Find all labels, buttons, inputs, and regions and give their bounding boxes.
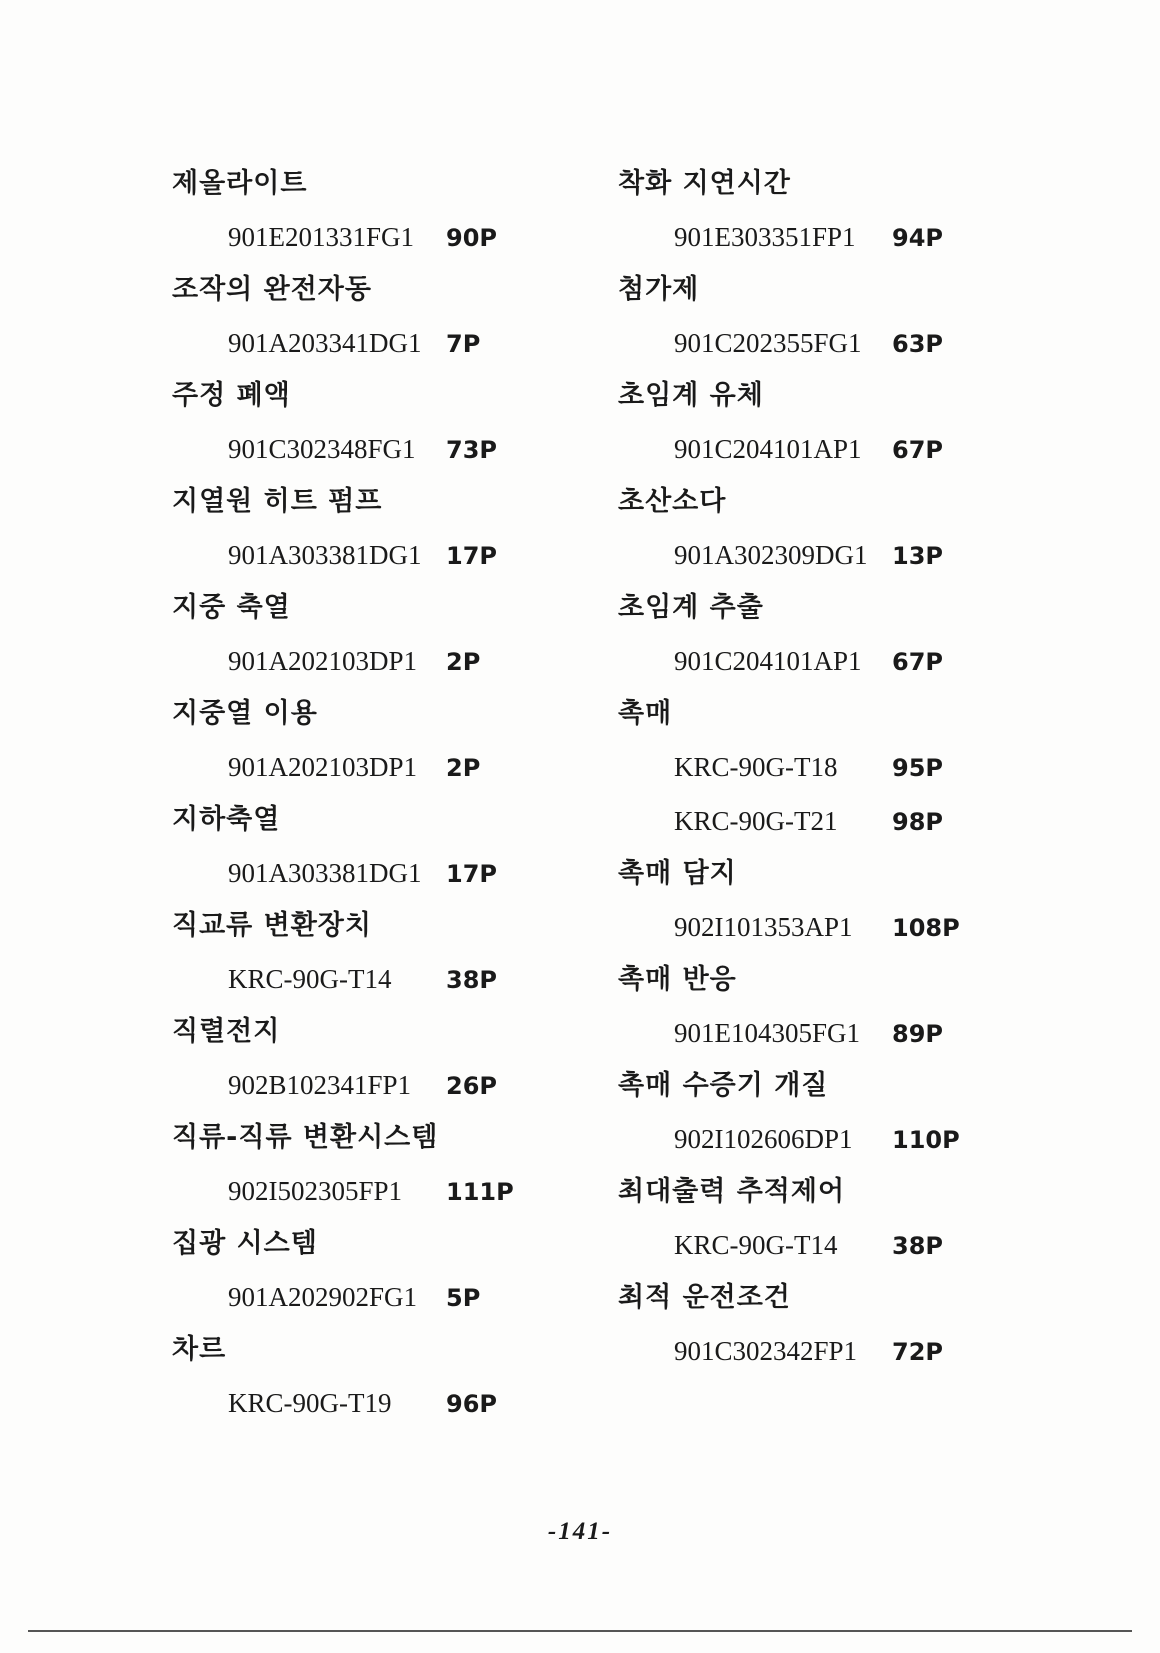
index-entry bbox=[172, 582, 514, 688]
index-entry bbox=[618, 370, 960, 476]
index-reference bbox=[172, 1270, 514, 1324]
index-entry bbox=[618, 1060, 960, 1166]
page-reference: 17P bbox=[446, 542, 497, 570]
index-entry bbox=[618, 1166, 960, 1272]
report-code: 902I102606DP1 bbox=[674, 1124, 853, 1154]
page-reference: 5P bbox=[446, 1284, 481, 1312]
report-code: 901C204101AP1 bbox=[674, 434, 862, 464]
index-entry bbox=[618, 848, 960, 954]
index-entry bbox=[172, 900, 514, 1006]
index-entry bbox=[618, 688, 960, 848]
index-term: 촉매 bbox=[618, 698, 673, 729]
report-code: 901A202103DP1 bbox=[228, 752, 418, 782]
page-reference: 89P bbox=[892, 1020, 943, 1048]
index-reference bbox=[618, 316, 960, 370]
index-reference bbox=[172, 1058, 514, 1112]
index-reference bbox=[172, 634, 514, 688]
report-code: 901A303381DG1 bbox=[228, 858, 422, 888]
index-term: 지하축열 bbox=[172, 804, 281, 835]
page-reference: 63P bbox=[892, 330, 943, 358]
report-code: 902I101353AP1 bbox=[674, 912, 853, 942]
page-reference: 95P bbox=[892, 754, 943, 782]
page-reference: 96P bbox=[446, 1390, 497, 1418]
index-reference bbox=[618, 528, 960, 582]
page-reference: 7P bbox=[446, 330, 481, 358]
index-term: 조작의 완전자동 bbox=[172, 274, 372, 305]
index-entry bbox=[172, 1218, 514, 1324]
index-entry bbox=[172, 688, 514, 794]
index-entry bbox=[618, 158, 960, 264]
index-term: 집광 시스템 bbox=[172, 1228, 318, 1259]
page-reference: 67P bbox=[892, 648, 943, 676]
index-term: 촉매 담지 bbox=[618, 858, 737, 889]
page-reference: 73P bbox=[446, 436, 497, 464]
index-entry bbox=[618, 476, 960, 582]
index-reference bbox=[172, 422, 514, 476]
index-entry bbox=[618, 582, 960, 688]
report-code: KRC-90G-T14 bbox=[228, 964, 392, 994]
index-reference bbox=[172, 846, 514, 900]
index-entry bbox=[172, 794, 514, 900]
index-term: 촉매 반응 bbox=[618, 964, 737, 995]
index-term: 촉매 수증기 개질 bbox=[618, 1070, 829, 1101]
page-reference: 17P bbox=[446, 860, 497, 888]
index-reference bbox=[618, 634, 960, 688]
report-code: 902I502305FP1 bbox=[228, 1176, 403, 1206]
page-reference: 38P bbox=[446, 966, 497, 994]
index-entry bbox=[172, 1324, 514, 1430]
report-code: 901A202103DP1 bbox=[228, 646, 418, 676]
index-reference bbox=[618, 1112, 960, 1166]
index-entry bbox=[618, 1272, 960, 1378]
report-code: 901C302342FP1 bbox=[674, 1336, 858, 1366]
page-reference: 26P bbox=[446, 1072, 497, 1100]
index-reference bbox=[618, 1218, 960, 1272]
index-term: 제올라이트 bbox=[172, 168, 308, 199]
report-code: KRC-90G-T14 bbox=[674, 1230, 838, 1260]
index-term: 지중열 이용 bbox=[172, 698, 318, 729]
index-reference bbox=[172, 316, 514, 370]
index-entry bbox=[172, 1006, 514, 1112]
report-code: 901E104305FG1 bbox=[674, 1018, 861, 1048]
index-reference bbox=[172, 952, 514, 1006]
report-code: 901E303351FP1 bbox=[674, 222, 856, 252]
index-entry bbox=[172, 476, 514, 582]
index-entry bbox=[172, 1112, 514, 1218]
index-term: 차르 bbox=[172, 1334, 227, 1365]
bottom-rule bbox=[28, 1630, 1132, 1632]
index-term: 직렬전지 bbox=[172, 1016, 281, 1047]
index-reference bbox=[172, 1164, 514, 1218]
report-code: KRC-90G-T18 bbox=[674, 752, 838, 782]
index-reference bbox=[618, 794, 960, 848]
left-index-column bbox=[172, 158, 514, 1430]
index-entry bbox=[172, 158, 514, 264]
report-code: 901A202902FG1 bbox=[228, 1282, 418, 1312]
page-reference: 98P bbox=[892, 808, 943, 836]
index-term: 지열원 히트 펌프 bbox=[172, 486, 383, 517]
report-code: 901C202355FG1 bbox=[674, 328, 862, 358]
page-reference: 108P bbox=[892, 914, 960, 942]
index-reference bbox=[172, 1376, 514, 1430]
right-index-column bbox=[618, 158, 960, 1378]
index-term: 초임계 유체 bbox=[618, 380, 764, 411]
report-code: 902B102341FP1 bbox=[228, 1070, 412, 1100]
index-term: 직류-직류 변환시스템 bbox=[172, 1122, 439, 1153]
report-code: KRC-90G-T19 bbox=[228, 1388, 392, 1418]
index-entry bbox=[618, 264, 960, 370]
index-reference bbox=[618, 900, 960, 954]
page-reference: 13P bbox=[892, 542, 943, 570]
index-term: 착화 지연시간 bbox=[618, 168, 791, 199]
page-reference: 38P bbox=[892, 1232, 943, 1260]
index-term: 주정 폐액 bbox=[172, 380, 291, 411]
index-term: 초임계 추출 bbox=[618, 592, 764, 623]
report-code: 901A203341DG1 bbox=[228, 328, 422, 358]
index-entry bbox=[172, 264, 514, 370]
report-code: 901E201331FG1 bbox=[228, 222, 415, 252]
report-code: 901A303381DG1 bbox=[228, 540, 422, 570]
index-reference bbox=[618, 422, 960, 476]
report-code: 901C302348FG1 bbox=[228, 434, 416, 464]
page-reference: 2P bbox=[446, 754, 481, 782]
index-entry bbox=[618, 954, 960, 1060]
report-code: 901C204101AP1 bbox=[674, 646, 862, 676]
page-reference: 67P bbox=[892, 436, 943, 464]
index-term: 지중 축열 bbox=[172, 592, 291, 623]
index-entry bbox=[172, 370, 514, 476]
page-reference: 90P bbox=[446, 224, 497, 252]
page-reference: 111P bbox=[446, 1178, 514, 1206]
report-code: 901A302309DG1 bbox=[674, 540, 868, 570]
index-term: 최대출력 추적제어 bbox=[618, 1176, 846, 1207]
index-reference bbox=[618, 210, 960, 264]
report-code: KRC-90G-T21 bbox=[674, 806, 838, 836]
index-term: 첨가제 bbox=[618, 274, 700, 305]
index-term: 직교류 변환장치 bbox=[172, 910, 372, 941]
page-number: -141- bbox=[547, 1518, 613, 1545]
index-term: 초산소다 bbox=[618, 486, 727, 517]
page-reference: 72P bbox=[892, 1338, 943, 1366]
page-reference: 110P bbox=[892, 1126, 960, 1154]
index-reference bbox=[618, 1006, 960, 1060]
index-reference bbox=[172, 528, 514, 582]
page-reference: 94P bbox=[892, 224, 943, 252]
page-reference: 2P bbox=[446, 648, 481, 676]
index-reference bbox=[618, 1324, 960, 1378]
index-reference bbox=[172, 740, 514, 794]
index-reference bbox=[172, 210, 514, 264]
index-term: 최적 운전조건 bbox=[618, 1282, 791, 1313]
index-reference bbox=[618, 740, 960, 794]
